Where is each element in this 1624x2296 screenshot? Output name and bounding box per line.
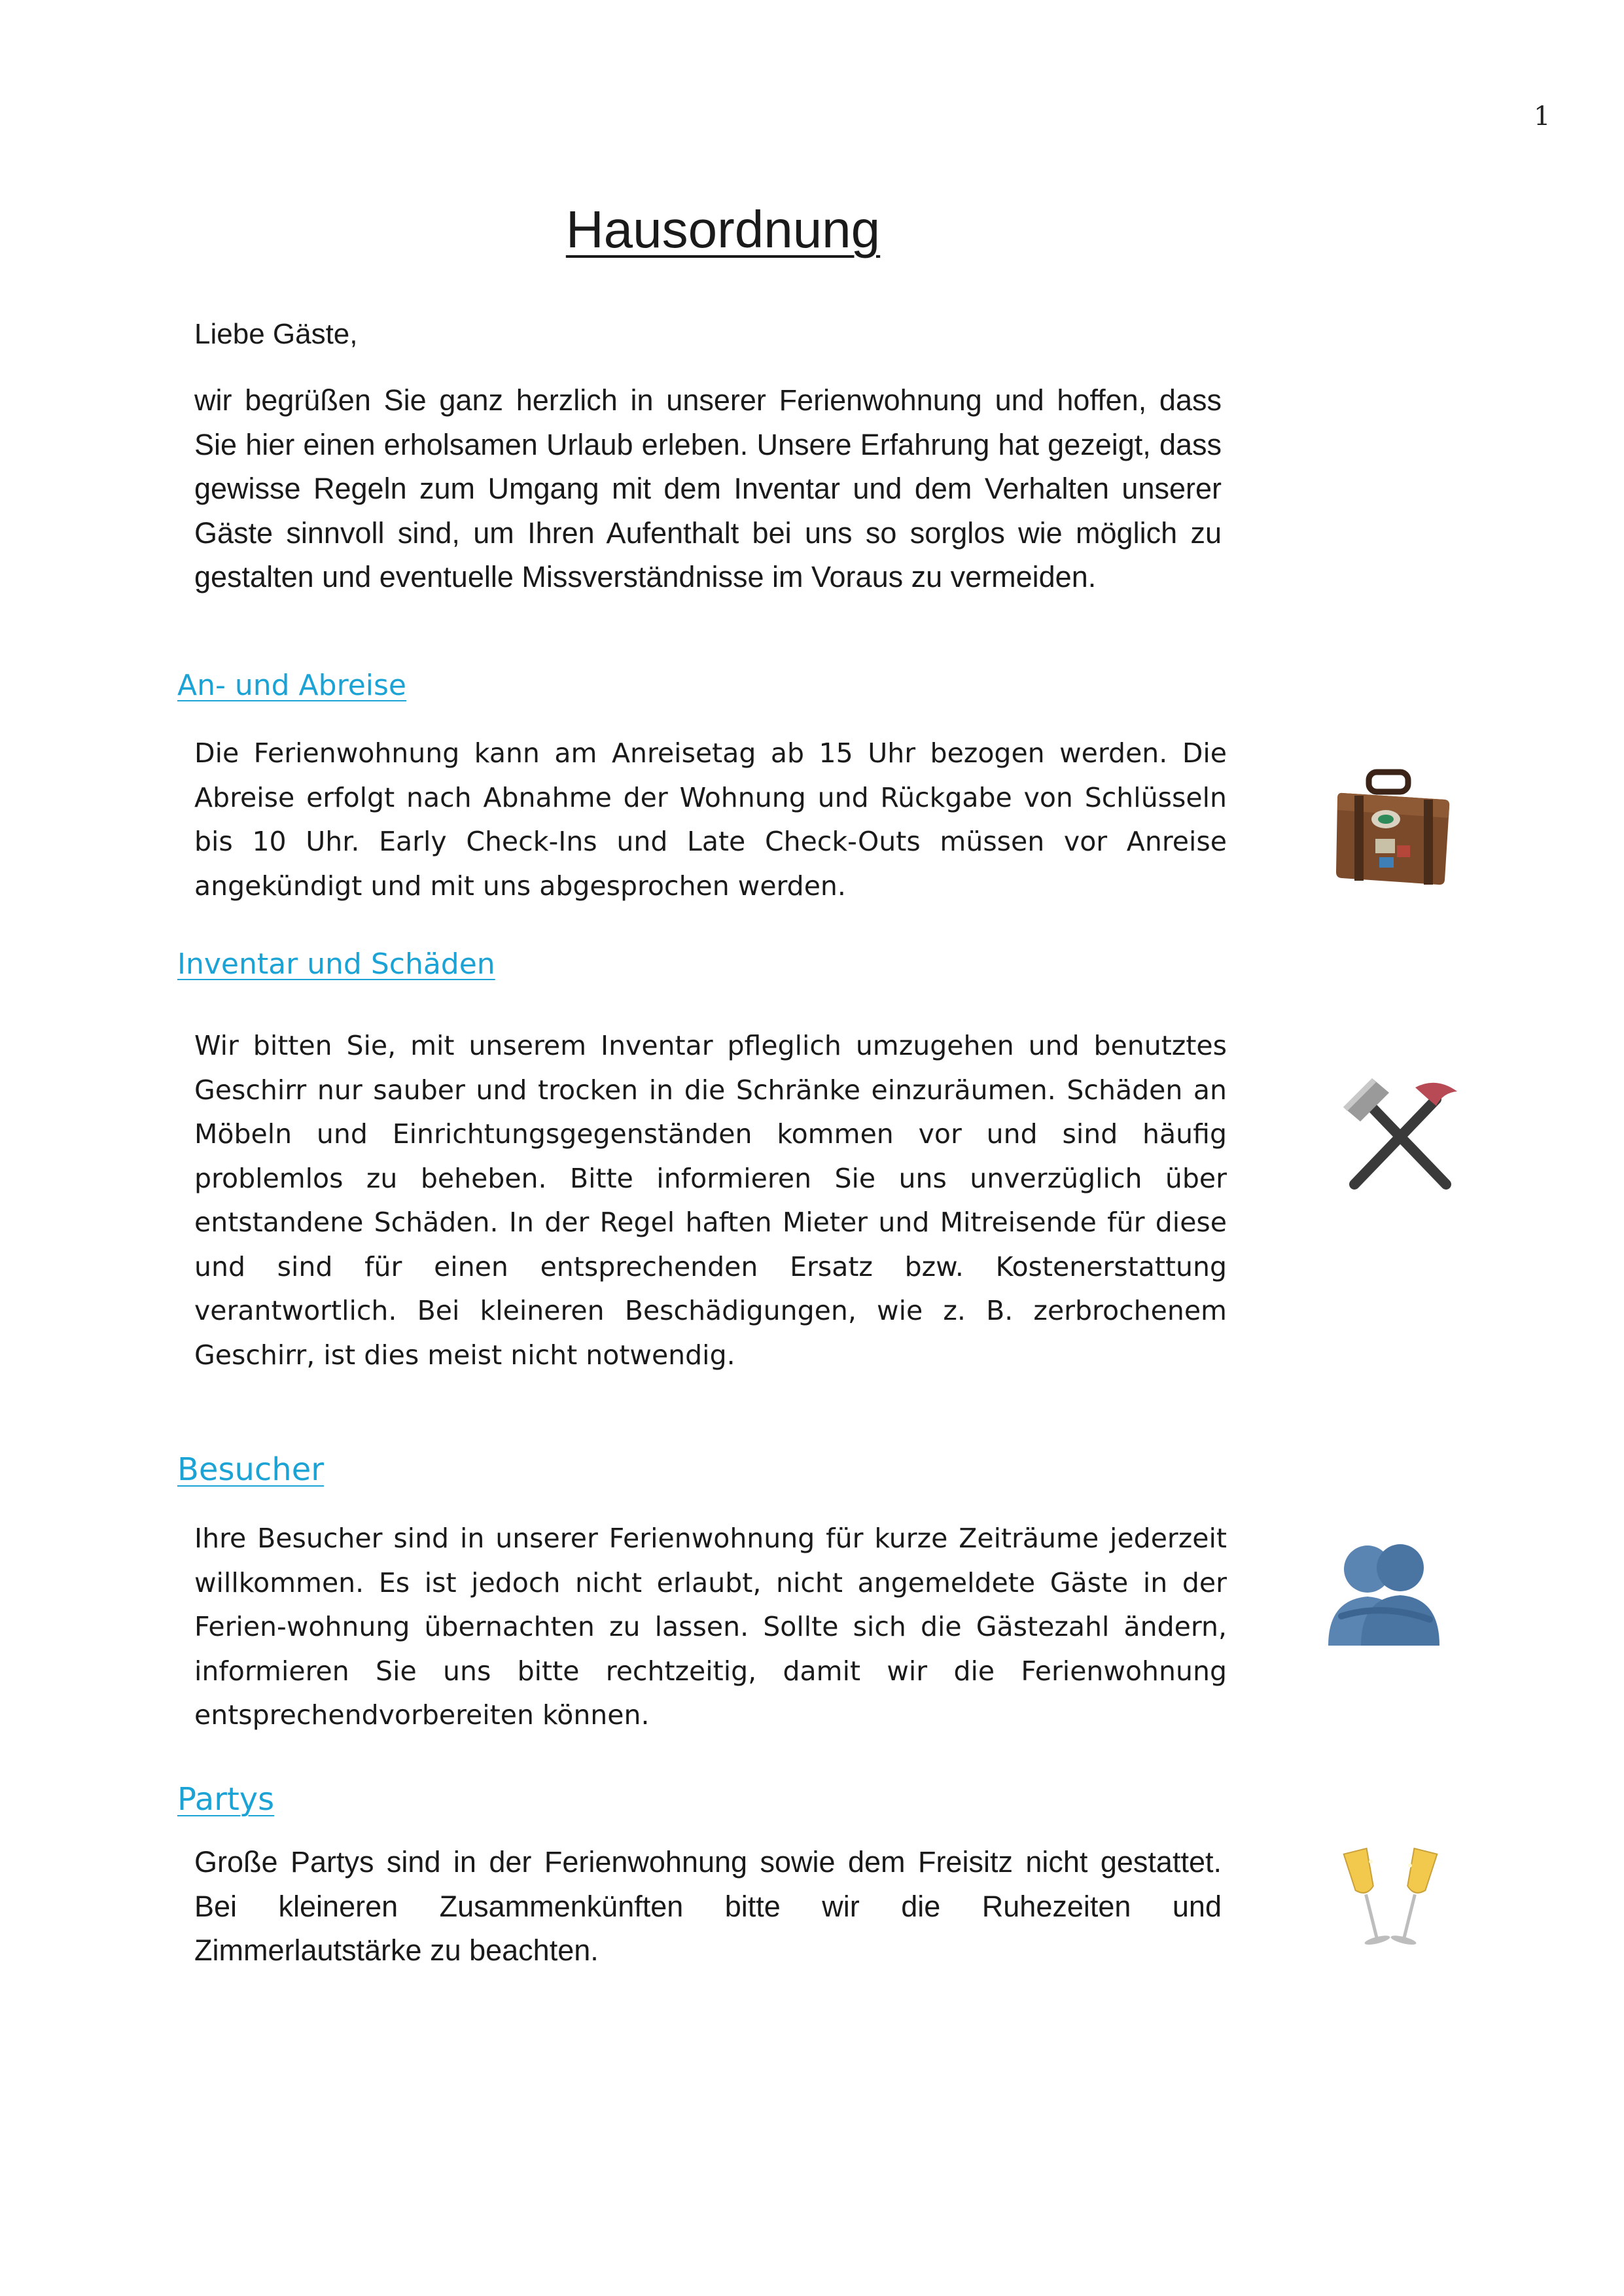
- section-heading-parties[interactable]: Partys: [177, 1781, 275, 1818]
- section-text-parties: Große Partys sind in der Ferienwohnung sowie dem Freisitz nicht gestattet. Bei kleineren Zusammenkünften bitte wir die Ruhezeiten und Zimmerlautstärke zu beachten.: [194, 1845, 1222, 1967]
- hammer-and-pick-icon: [1338, 1073, 1462, 1197]
- suitcase-icon: [1328, 766, 1459, 896]
- people-hugging-icon: [1322, 1538, 1446, 1649]
- section-heading-arrival[interactable]: An- und Abreise: [177, 669, 406, 702]
- page-number: 1: [1534, 101, 1551, 132]
- greeting: Liebe Gäste,: [194, 318, 358, 350]
- document-title: Hausordnung: [565, 200, 881, 258]
- section-text-inventory: Wir bitten Sie, mit unserem Inventar pfleglich umzugehen und benutztes Geschirr nur sauber und trocken in die Schränke einzuräumen. Schäden an Möbeln und Einrichtungsgegenständen kommen vor und sind häufig problemlos zu beheben. Bitte informieren Sie uns unverzüglich über entstandene Schäden. In der Regel haften Mieter und Mitreisende für diese und sind für einen entsprechenden Ersatz bzw. Kostenerstattung verantwortlich. Bei kleineren Beschädigungen, wie z. B. zerbrochenem Geschirr, ist dies meist nicht notwendig.: [194, 1030, 1227, 1371]
- clinking-glasses-icon: [1341, 1842, 1439, 1956]
- section-text-visitors: Ihre Besucher sind in unserer Ferienwohnung für kurze Zeiträume jederzeit willkommen. Es ist jedoch nicht erlaubt, nicht angemeldete Gäste in der Ferien-wohnung übernachten zu lassen. Sollte sich die Gästezahl ändern, informieren Sie uns bitte rechtzeitig, damit wir die Ferienwohnung entsprechendvorbereiten können.: [194, 1523, 1227, 1731]
- section-heading-inventory[interactable]: Inventar und Schäden: [177, 947, 495, 981]
- intro-paragraph: wir begrüßen Sie ganz herzlich in unserer Ferienwohnung und hoffen, dass Sie hier einen erholsamen Urlaub erleben. Unsere Erfahrung hat gezeigt, dass gewisse Regeln zum Umgang mit dem Inventar und dem Verhalten unserer Gäste sinnvoll sind, um Ihren Aufenthalt bei uns so sorglos wie möglich zu gestalten und eventuelle Missverständnisse im Voraus zu vermeiden.: [194, 383, 1222, 593]
- section-heading-visitors[interactable]: Besucher: [177, 1451, 324, 1488]
- section-text-arrival: Die Ferienwohnung kann am Anreisetag ab 15 Uhr bezogen werden. Die Abreise erfolgt nach Abnahme der Wohnung und Rückgabe von Schlüsseln bis 10 Uhr. Early Check-Ins und Late Check-Outs müssen vor Anreise angekündigt und mit uns abgesprochen werden.: [194, 737, 1227, 902]
